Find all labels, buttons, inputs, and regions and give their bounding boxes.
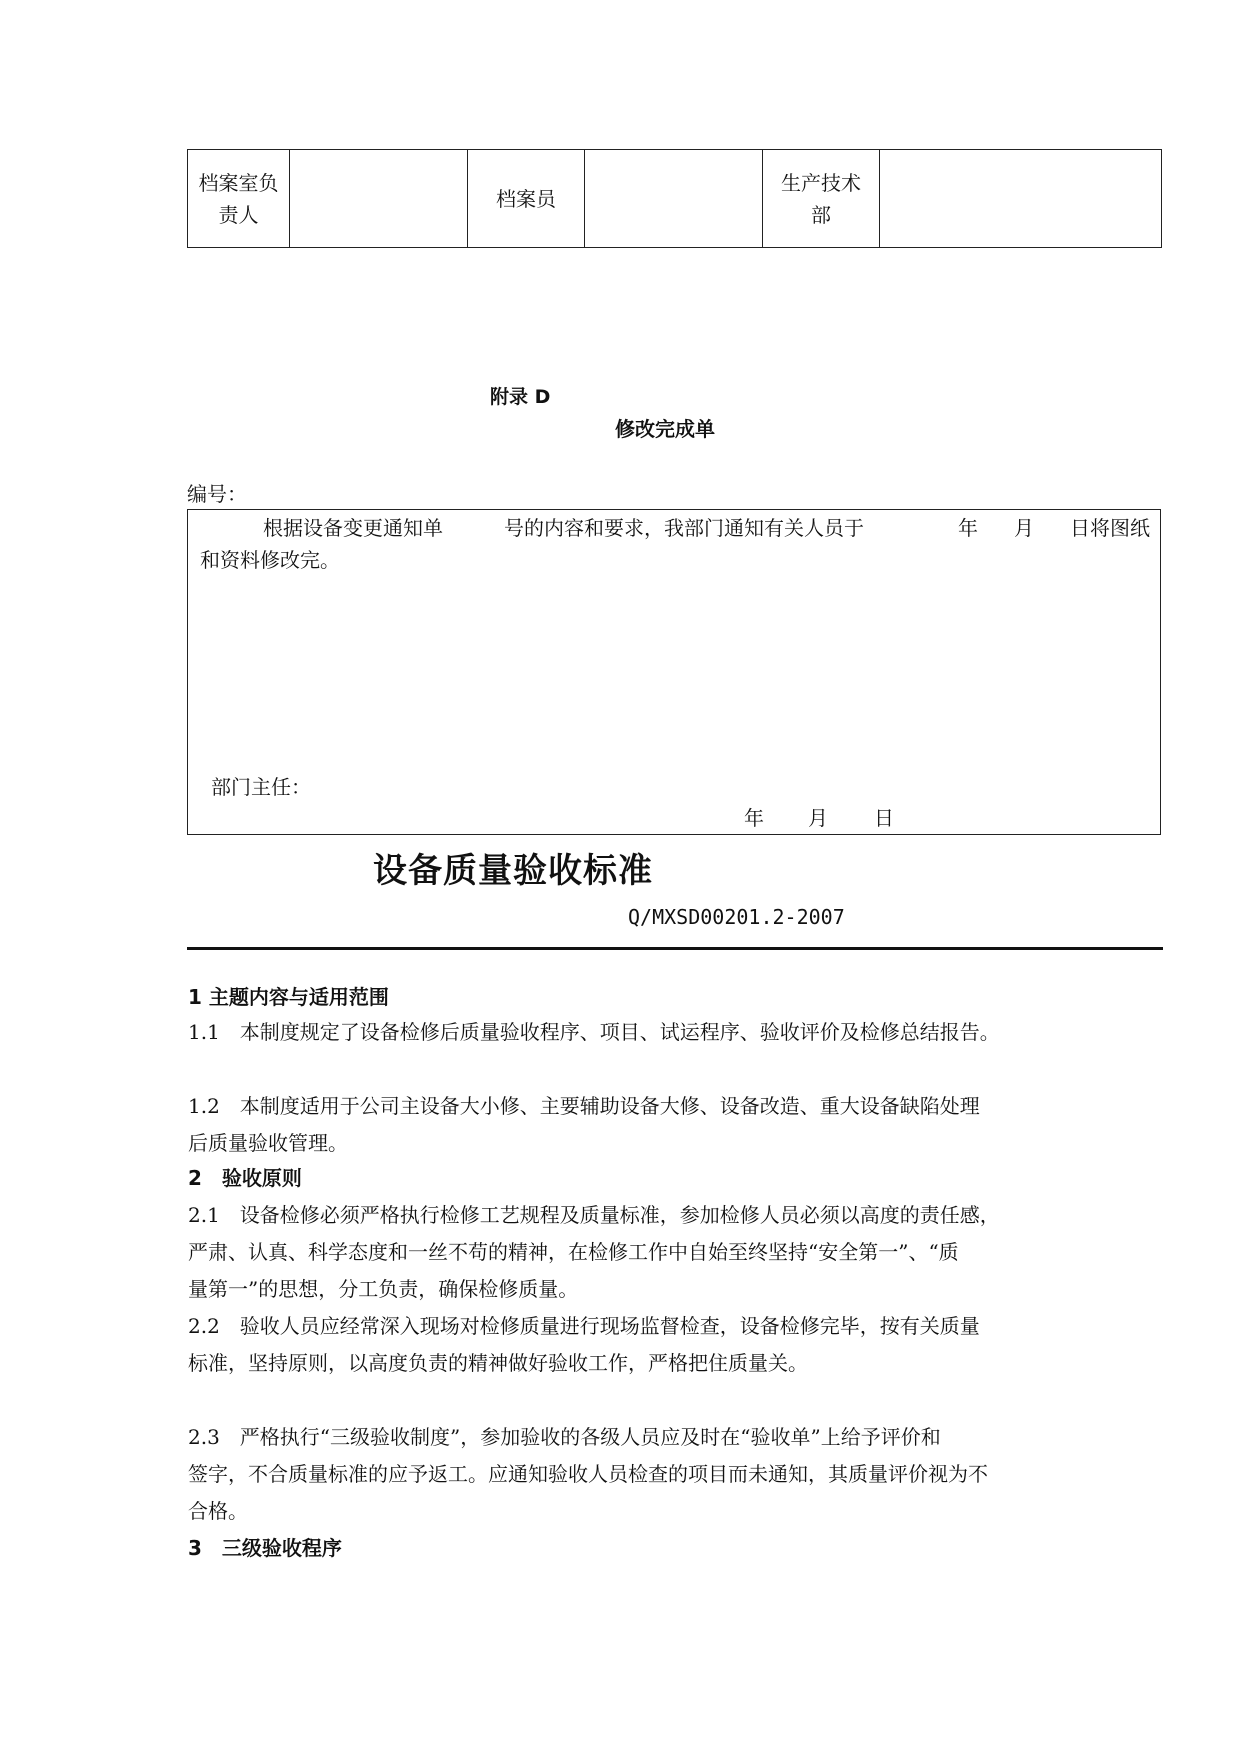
notice-text-part3: 日将图纸 [1070, 516, 1150, 540]
date-day: 日 [874, 806, 894, 830]
clause-2-3-line3: 合格。 [188, 1499, 248, 1523]
clause-2-2-line1: 2.2 验收人员应经常深入现场对检修质量进行现场监督检查，设备检修完毕，按有关质量 [188, 1314, 980, 1338]
department-director-label: 部门主任： [211, 775, 311, 799]
number-label: 编号： [187, 482, 247, 506]
clause-2-2-line2: 标准，坚持原则，以高度负责的精神做好验收工作，严格把住质量关。 [188, 1351, 808, 1375]
notice-text-line2: 和资料修改完。 [200, 548, 340, 572]
header-rule [187, 947, 1163, 950]
notice-year: 年 [958, 516, 978, 540]
standard-code: Q/MXSD00201.2-2007 [628, 905, 845, 929]
section-2-heading: 2 验收原则 [188, 1166, 302, 1190]
modification-form-box [187, 509, 1161, 835]
archive-head-label: 档案室负 责人 [188, 150, 290, 248]
notice-text-part2: 号的内容和要求，我部门通知有关人员于 [504, 516, 864, 540]
appendix-title: 修改完成单 [615, 417, 715, 441]
notice-text-part1: 根据设备变更通知单 [263, 516, 443, 540]
clause-1-1: 1.1 本制度规定了设备检修后质量验收程序、项目、试运程序、验收评价及检修总结报告。 [188, 1020, 1000, 1044]
date-month: 月 [808, 806, 828, 830]
clause-2-3-line2: 签字，不合质量标准的应予返工。应通知验收人员检查的项目而未通知，其质量评价视为不 [188, 1462, 988, 1486]
clause-2-1-line3: 量第一”的思想，分工负责，确保检修质量。 [188, 1277, 579, 1301]
archivist-signature-cell[interactable] [585, 150, 763, 248]
notice-month: 月 [1014, 516, 1034, 540]
date-year: 年 [744, 806, 764, 830]
signature-table [187, 149, 1162, 248]
section-3-heading: 3 三级验收程序 [188, 1536, 342, 1560]
standard-title: 设备质量验收标准 [373, 851, 653, 891]
clause-2-1-line1: 2.1 设备检修必须严格执行检修工艺规程及质量标准，参加检修人员必须以高度的责任感， [188, 1203, 1000, 1227]
clause-1-2-line1: 1.2 本制度适用于公司主设备大小修、主要辅助设备大修、设备改造、重大设备缺陷处理 [188, 1094, 980, 1118]
archivist-label: 档案员 [468, 150, 585, 248]
archive-head-signature-cell[interactable] [290, 150, 468, 248]
production-tech-dept-label: 生产技术 部 [763, 150, 880, 248]
production-tech-dept-signature-cell[interactable] [880, 150, 1162, 248]
clause-2-3-line1: 2.3 严格执行“三级验收制度”，参加验收的各级人员应及时在“验收单”上给予评价和 [188, 1425, 941, 1449]
section-1-heading: 1 主题内容与适用范围 [188, 985, 389, 1009]
clause-1-2-line2: 后质量验收管理。 [188, 1131, 348, 1155]
appendix-label: 附录 D [490, 386, 551, 408]
clause-2-1-line2: 严肃、认真、科学态度和一丝不苟的精神，在检修工作中自始至终坚持“安全第一”、“质 [188, 1240, 959, 1264]
